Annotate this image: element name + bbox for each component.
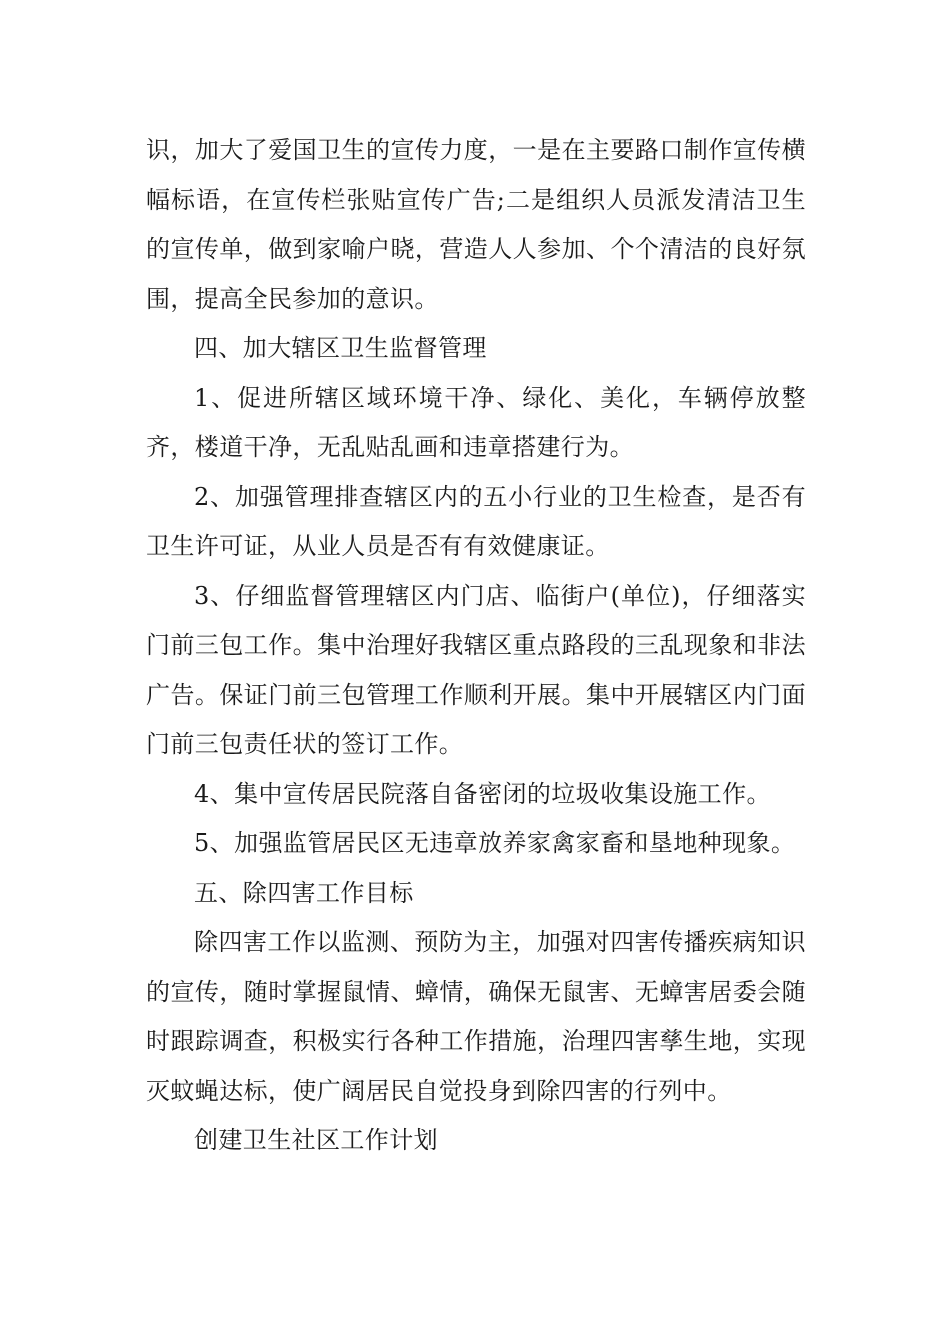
document-body	[146, 126, 806, 1166]
section-heading-four: 四、加大辖区卫生监督管理	[194, 334, 487, 362]
paragraph-pest-control: 除四害工作以监测、预防为主，加强对四害传播疾病知识的宣传，随时掌握鼠情、蟑情，确保无鼠害、无蟑害居委会随时跟踪调查，积极实行各种工作措施，治理四害孳生地，实现灭蚊蝇达标，使广阔居民自觉投身到除四害的行列中。	[146, 928, 806, 1105]
section-heading-five: 五、除四害工作目标	[194, 878, 414, 907]
document-title-next: 创建卫生社区工作计划	[194, 1126, 438, 1154]
list-item-5: 5、加强监管居民区无违章放养家禽家畜和垦地种现象。	[194, 829, 796, 857]
paragraph-continuation: 识，加大了爱国卫生的宣传力度，一是在主要路口制作宣传横幅标语，在宣传栏张贴宣传广告;二是组织人员派发清洁卫生的宣传单，做到家喻户晓，营造人人参加、个个清洁的良好氛围，提高全民参加的意识。	[146, 136, 806, 313]
list-item-4: 4、集中宣传居民院落自备密闭的垃圾收集设施工作。	[194, 779, 771, 808]
list-item-2: 2、加强管理排查辖区内的五小行业的卫生检查，是否有卫生许可证，从业人员是否有有效健康证。	[146, 482, 806, 560]
list-item-1: 1、促进所辖区域环境干净、绿化、美化，车辆停放整齐，楼道干净，无乱贴乱画和违章搭建行为。	[146, 383, 806, 461]
list-item-3: 3、仔细监督管理辖区内门店、临街户(单位)，仔细落实门前三包工作。集中治理好我辖区重点路段的三乱现象和非法广告。保证门前三包管理工作顺利开展。集中开展辖区内门面门前三包责任状的签订工作。	[146, 581, 806, 758]
